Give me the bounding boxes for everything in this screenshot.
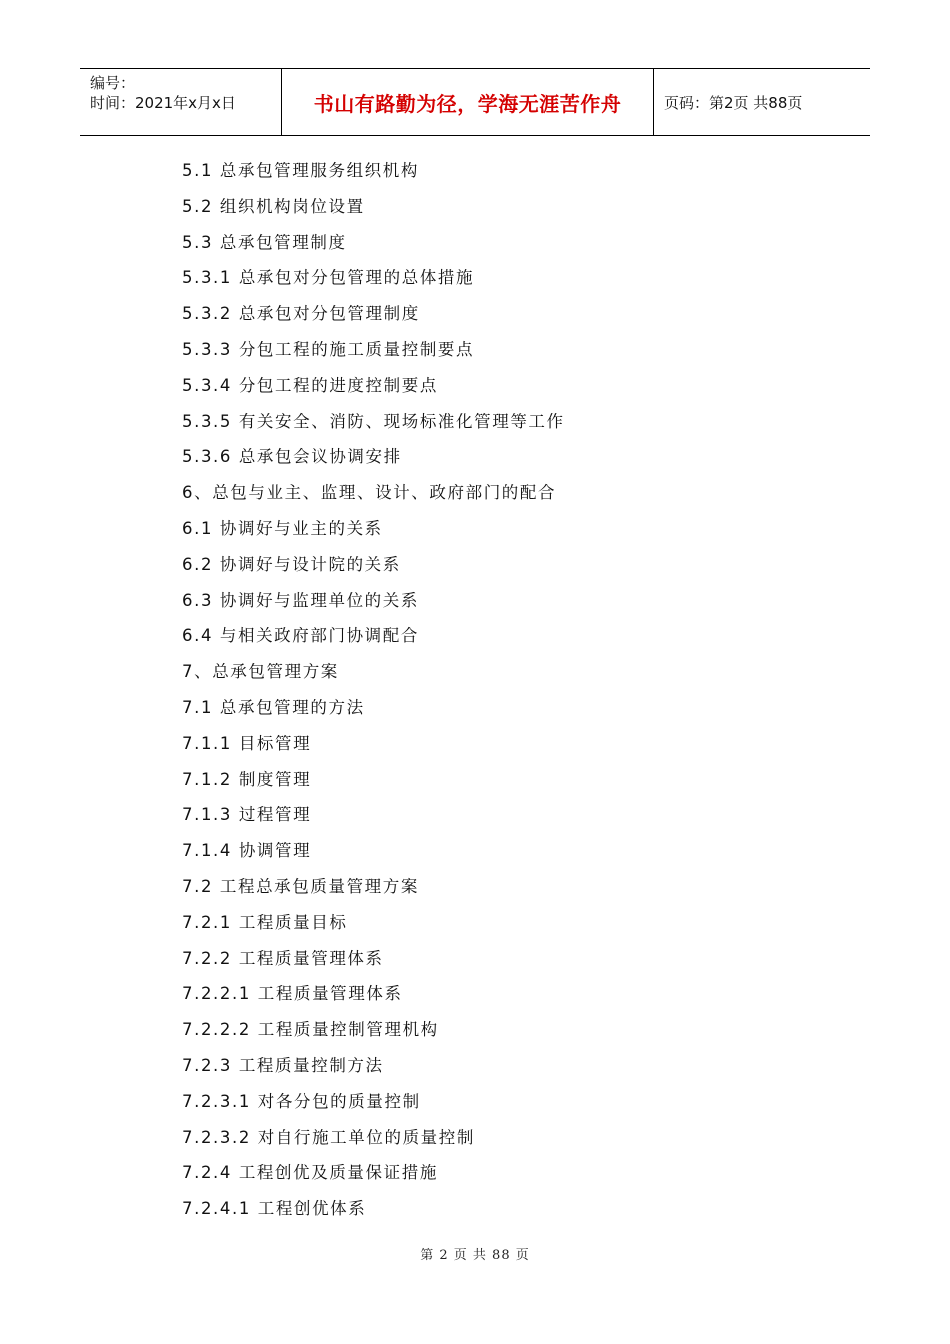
header-meta bbox=[80, 69, 282, 135]
toc-item: 6.3 协调好与监理单位的关系 bbox=[182, 590, 419, 610]
toc-item: 7.2.3 工程质量控制方法 bbox=[182, 1055, 384, 1075]
toc-item: 5.2 组织机构岗位设置 bbox=[182, 196, 365, 216]
table-of-contents bbox=[182, 153, 565, 1227]
toc-item: 7.2.2.2 工程质量控制管理机构 bbox=[182, 1020, 439, 1040]
toc-item: 7.2.3.1 对各分包的质量控制 bbox=[182, 1091, 421, 1111]
toc-item: 6.1 协调好与业主的关系 bbox=[182, 518, 383, 538]
toc-item: 7.2.1 工程质量目标 bbox=[182, 912, 348, 932]
toc-item: 7.1 总承包管理的方法 bbox=[182, 697, 365, 717]
toc-item: 5.3.4 分包工程的进度控制要点 bbox=[182, 375, 438, 395]
page-header bbox=[80, 68, 870, 136]
header-page-info: 页码：第2页 共88页 bbox=[664, 93, 803, 112]
toc-item: 7.1.1 目标管理 bbox=[182, 733, 312, 753]
toc-item: 6.4 与相关政府部门协调配合 bbox=[182, 626, 419, 646]
toc-item: 7.1.3 过程管理 bbox=[182, 805, 312, 825]
toc-item: 7.2.3.2 对自行施工单位的质量控制 bbox=[182, 1127, 475, 1147]
toc-item: 7.1.2 制度管理 bbox=[182, 769, 312, 789]
page-footer: 第 2 页 共 88 页 bbox=[420, 1248, 530, 1263]
header-motto: 书山有路勤为径，学海无涯苦作舟 bbox=[282, 69, 654, 135]
toc-item: 5.1 总承包管理服务组织机构 bbox=[182, 161, 419, 180]
toc-item: 6、总包与业主、监理、设计、政府部门的配合 bbox=[182, 483, 557, 503]
toc-item: 5.3.2 总承包对分包管理制度 bbox=[182, 304, 420, 324]
toc-item: 7、总承包管理方案 bbox=[182, 662, 339, 682]
toc-item: 5.3.1 总承包对分包管理的总体措施 bbox=[182, 268, 475, 288]
toc-item: 7.2.4.1 工程创优体系 bbox=[182, 1199, 367, 1219]
date-line: 时间：2021年x月x日 bbox=[90, 94, 236, 112]
toc-item: 7.2 工程总承包质量管理方案 bbox=[182, 876, 419, 896]
toc-item: 6.2 协调好与设计院的关系 bbox=[182, 554, 401, 574]
toc-item: 7.2.2 工程质量管理体系 bbox=[182, 948, 384, 968]
toc-item: 5.3.5 有关安全、消防、现场标准化管理等工作 bbox=[182, 411, 565, 431]
toc-item: 5.3.6 总承包会议协调安排 bbox=[182, 447, 402, 467]
serial-label: 编号： bbox=[90, 74, 136, 92]
toc-item: 7.1.4 协调管理 bbox=[182, 841, 312, 861]
toc-item: 7.2.4 工程创优及质量保证措施 bbox=[182, 1163, 438, 1183]
toc-item: 7.2.2.1 工程质量管理体系 bbox=[182, 984, 403, 1004]
toc-item: 5.3.3 分包工程的施工质量控制要点 bbox=[182, 339, 475, 359]
toc-item: 5.3 总承包管理制度 bbox=[182, 232, 347, 252]
